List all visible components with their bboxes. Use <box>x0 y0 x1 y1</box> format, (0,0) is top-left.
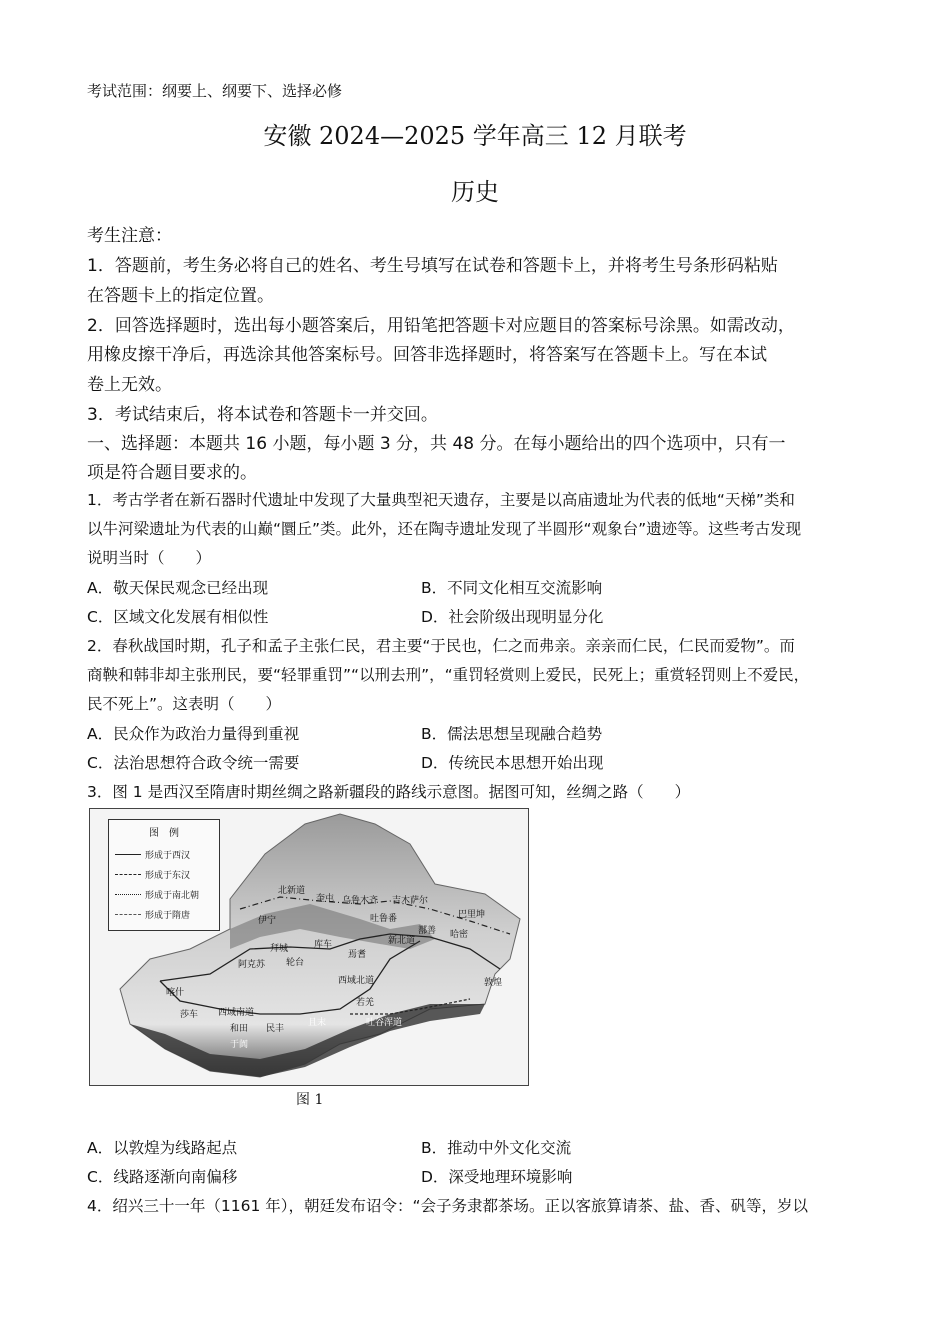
question-3-text: 3．图 1 是西汉至隋唐时期丝绸之路新疆段的路线示意图。据图可知，丝绸之路（ ） <box>87 783 691 801</box>
place-label: 北新道 <box>278 886 306 896</box>
place-label: 莎车 <box>180 1010 199 1020</box>
notice-line: 1．答题前，考生务必将自己的姓名、考生号填写在试卷和答题卡上，并将考生号条形码粘贴 <box>87 256 778 276</box>
notice-line: 用橡皮擦干净后，再选涂其他答案标号。回答非选择题时，将答案写在答题卡上。写在本试 <box>87 345 767 365</box>
option-d: D．传统民本思想开始出现 <box>421 754 604 772</box>
section-heading: 项是符合题目要求的。 <box>87 463 257 483</box>
question-2-text: 商鞅和韩非却主张刑民，要“轻罪重罚”“以刑去刑”，“重罚轻赏则上爱民，民死上；重赏轻罚则上不爱民， <box>87 666 810 684</box>
place-label: 伊宁 <box>258 916 277 926</box>
place-label: 于阗 <box>230 1040 249 1050</box>
option-d: D．社会阶级出现明显分化 <box>421 608 604 626</box>
place-label: 民丰 <box>266 1024 285 1034</box>
place-label: 鄯善 <box>418 926 437 936</box>
place-label: 乌鲁木齐 <box>342 896 379 906</box>
option-b: B．儒法思想呈现融合趋势 <box>421 725 603 743</box>
place-label: 巴里坤 <box>458 910 486 920</box>
notice-heading: 考生注意： <box>87 226 172 246</box>
legend-label: 形成于西汉 <box>145 851 191 861</box>
legend-line-solid <box>115 854 141 855</box>
question-1-text: 以牛河梁遗址为代表的山巅“圜丘”类。此外，还在陶寺遗址发现了半圆形“观象台”遗迹等。这些考古发现 <box>87 520 802 538</box>
legend-line-fine-dash <box>115 914 141 915</box>
option-a: A．民众作为政治力量得到重视 <box>87 725 300 743</box>
place-label: 库车 <box>314 940 333 950</box>
place-label: 若羌 <box>356 998 375 1008</box>
silk-road-map <box>89 808 529 1086</box>
legend-line-dotted <box>115 894 141 895</box>
place-label: 奎屯 <box>316 894 335 904</box>
legend-line-dashdot <box>115 874 141 875</box>
place-label: 吉木萨尔 <box>392 896 429 906</box>
place-label: 哈密 <box>450 930 469 940</box>
place-label: 敦煌 <box>484 978 503 988</box>
option-b: B．不同文化相互交流影响 <box>421 579 603 597</box>
option-b: B．推动中外文化交流 <box>421 1139 572 1157</box>
question-4-text: 4．绍兴三十一年（1161 年），朝廷发布诏令：“会子务隶都茶场。正以客旅算请茶、盐、香、矾等，岁以 <box>87 1197 809 1215</box>
place-label: 西域南道 <box>218 1008 255 1018</box>
legend-title: 图 例 <box>149 828 179 839</box>
option-a: A．以敦煌为线路起点 <box>87 1139 238 1157</box>
notice-line: 2．回答选择题时，选出每小题答案后，用铅笔把答题卡对应题目的答案标号涂黑。如需改动， <box>87 316 795 336</box>
place-label: 焉耆 <box>348 950 367 960</box>
question-1-text: 1．考古学者在新石器时代遗址中发现了大量典型祀天遗存，主要是以高庙遗址为代表的低地“天梯”类和 <box>87 491 795 509</box>
place-label: 拜城 <box>270 944 289 954</box>
notice-line: 卷上无效。 <box>87 375 172 395</box>
subject-title: 历史 <box>451 178 499 206</box>
notice-line: 在答题卡上的指定位置。 <box>87 286 274 306</box>
place-label: 西域北道 <box>338 976 375 986</box>
option-d: D．深受地理环境影响 <box>421 1168 573 1186</box>
place-label: 吐谷浑道 <box>366 1018 403 1028</box>
place-label: 吐鲁番 <box>370 914 398 924</box>
legend-label: 形成于南北朝 <box>145 891 200 901</box>
exam-scope: 考试范围：纲要上、纲要下、选择必修 <box>87 82 343 100</box>
notice-line: 3．考试结束后，将本试卷和答题卡一并交回。 <box>87 405 438 425</box>
question-1-text: 说明当时（ ） <box>87 549 212 567</box>
place-label: 新北道 <box>388 936 416 946</box>
option-c: C．法治思想符合政令统一需要 <box>87 754 300 772</box>
legend-label: 形成于东汉 <box>145 871 191 881</box>
legend-label: 形成于隋唐 <box>145 911 191 921</box>
section-heading: 一、选择题：本题共 16 小题，每小题 3 分，共 48 分。在每小题给出的四个选项中，只有一 <box>87 434 786 454</box>
map-legend <box>108 819 220 931</box>
place-label: 且末 <box>308 1018 327 1028</box>
question-2-text: 民不死上”。这表明（ ） <box>87 695 282 713</box>
option-c: C．区域文化发展有相似性 <box>87 608 269 626</box>
place-label: 阿克苏 <box>238 960 266 970</box>
place-label: 喀什 <box>166 988 185 998</box>
exam-title: 安徽 2024—2025 学年高三 12 月联考 <box>263 122 687 150</box>
option-c: C．线路逐渐向南偏移 <box>87 1168 238 1186</box>
place-label: 和田 <box>230 1024 249 1034</box>
option-a: A．敬天保民观念已经出现 <box>87 579 269 597</box>
question-2-text: 2．春秋战国时期，孔子和孟子主张仁民，君主要“于民也，仁之而弗亲。亲亲而仁民，仁民而爱物”。而 <box>87 637 795 655</box>
place-label: 轮台 <box>286 958 305 968</box>
figure-caption: 图 1 <box>296 1092 324 1108</box>
